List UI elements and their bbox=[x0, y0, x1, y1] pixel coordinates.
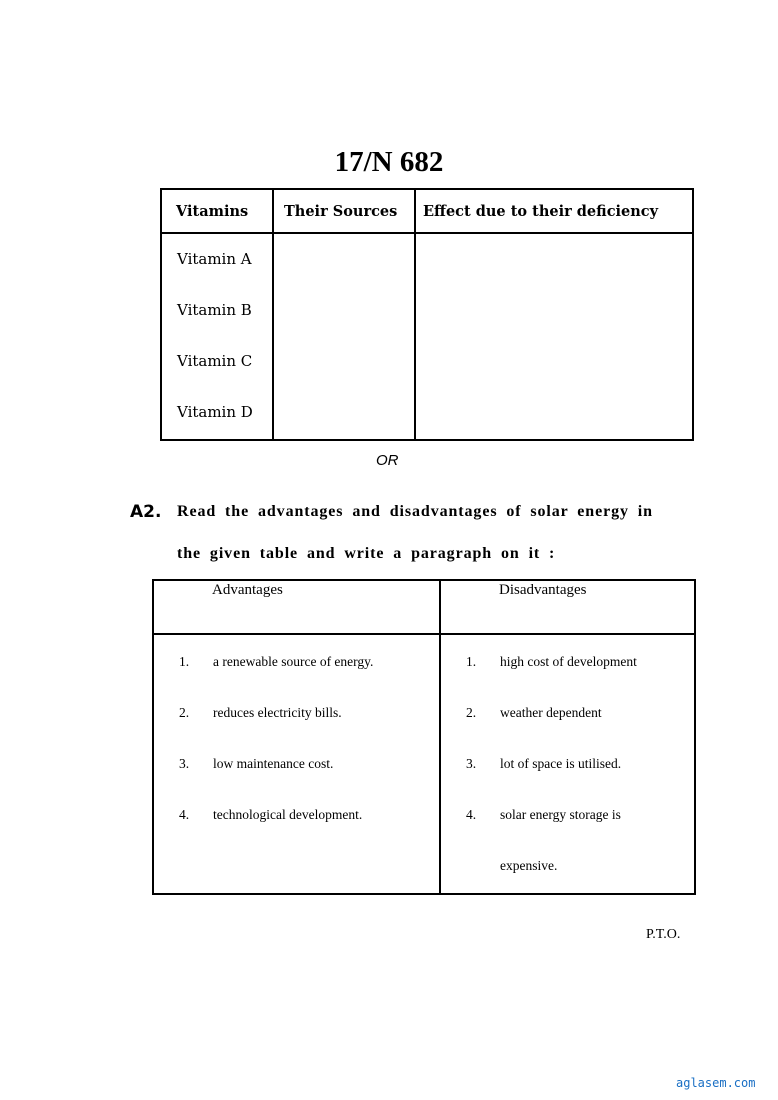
disadvantage-item bbox=[442, 789, 693, 840]
or-separator: OR bbox=[376, 452, 399, 469]
vitamin-a: Vitamin A bbox=[177, 250, 252, 268]
vitamins-table bbox=[160, 188, 694, 441]
disadvantage-item bbox=[442, 738, 693, 789]
vitamins-column bbox=[161, 233, 273, 440]
question-line-2: the given table and write a paragraph on it : bbox=[177, 545, 556, 562]
item-text: reduces electricity bills. bbox=[213, 705, 342, 720]
advantage-item bbox=[155, 636, 438, 687]
header-disadvantages: Disadvantages bbox=[440, 580, 695, 634]
disadvantages-column bbox=[440, 634, 695, 894]
vitamin-b: Vitamin B bbox=[177, 301, 252, 319]
advantage-item bbox=[155, 687, 438, 738]
advantage-item bbox=[155, 789, 438, 840]
advantage-item bbox=[155, 738, 438, 789]
solar-energy-table bbox=[152, 579, 696, 895]
item-text: low maintenance cost. bbox=[213, 756, 334, 771]
item-number: 2. bbox=[179, 705, 190, 720]
item-number: 2. bbox=[466, 705, 477, 720]
item-number bbox=[442, 840, 500, 891]
item-number: 4. bbox=[466, 807, 477, 822]
item-text: expensive. bbox=[500, 858, 558, 873]
header-advantages: Advantages bbox=[153, 580, 440, 634]
header-vitamins: Vitamins bbox=[161, 189, 273, 233]
question-line-1: Read the advantages and disadvantages of solar energy in bbox=[177, 503, 653, 520]
pto-label: P.T.O. bbox=[646, 927, 681, 942]
item-number: 4. bbox=[179, 807, 190, 822]
sources-column bbox=[273, 233, 415, 440]
question-number: A2. bbox=[130, 502, 162, 522]
header-effect: Effect due to their deficiency bbox=[415, 189, 693, 233]
item-text: technological development. bbox=[213, 807, 363, 822]
vitamin-c: Vitamin C bbox=[177, 352, 253, 370]
disadvantage-item-continued bbox=[442, 840, 693, 891]
item-text: high cost of development bbox=[500, 654, 637, 669]
disadvantage-item bbox=[442, 636, 693, 687]
disadvantage-item bbox=[442, 687, 693, 738]
item-number: 3. bbox=[179, 756, 190, 771]
item-number: 3. bbox=[466, 756, 477, 771]
item-number: 1. bbox=[179, 654, 190, 669]
watermark-link[interactable]: aglasem.com bbox=[676, 1076, 756, 1090]
item-text: solar energy storage is bbox=[500, 807, 621, 822]
effect-column bbox=[415, 233, 693, 440]
item-text: weather dependent bbox=[500, 705, 602, 720]
paper-code: 17/N 682 bbox=[334, 146, 444, 178]
vitamin-d: Vitamin D bbox=[177, 403, 253, 421]
item-number: 1. bbox=[466, 654, 477, 669]
header-sources: Their Sources bbox=[273, 189, 415, 233]
item-text: lot of space is utilised. bbox=[500, 756, 622, 771]
advantages-column bbox=[153, 634, 440, 894]
item-text: a renewable source of energy. bbox=[213, 654, 374, 669]
